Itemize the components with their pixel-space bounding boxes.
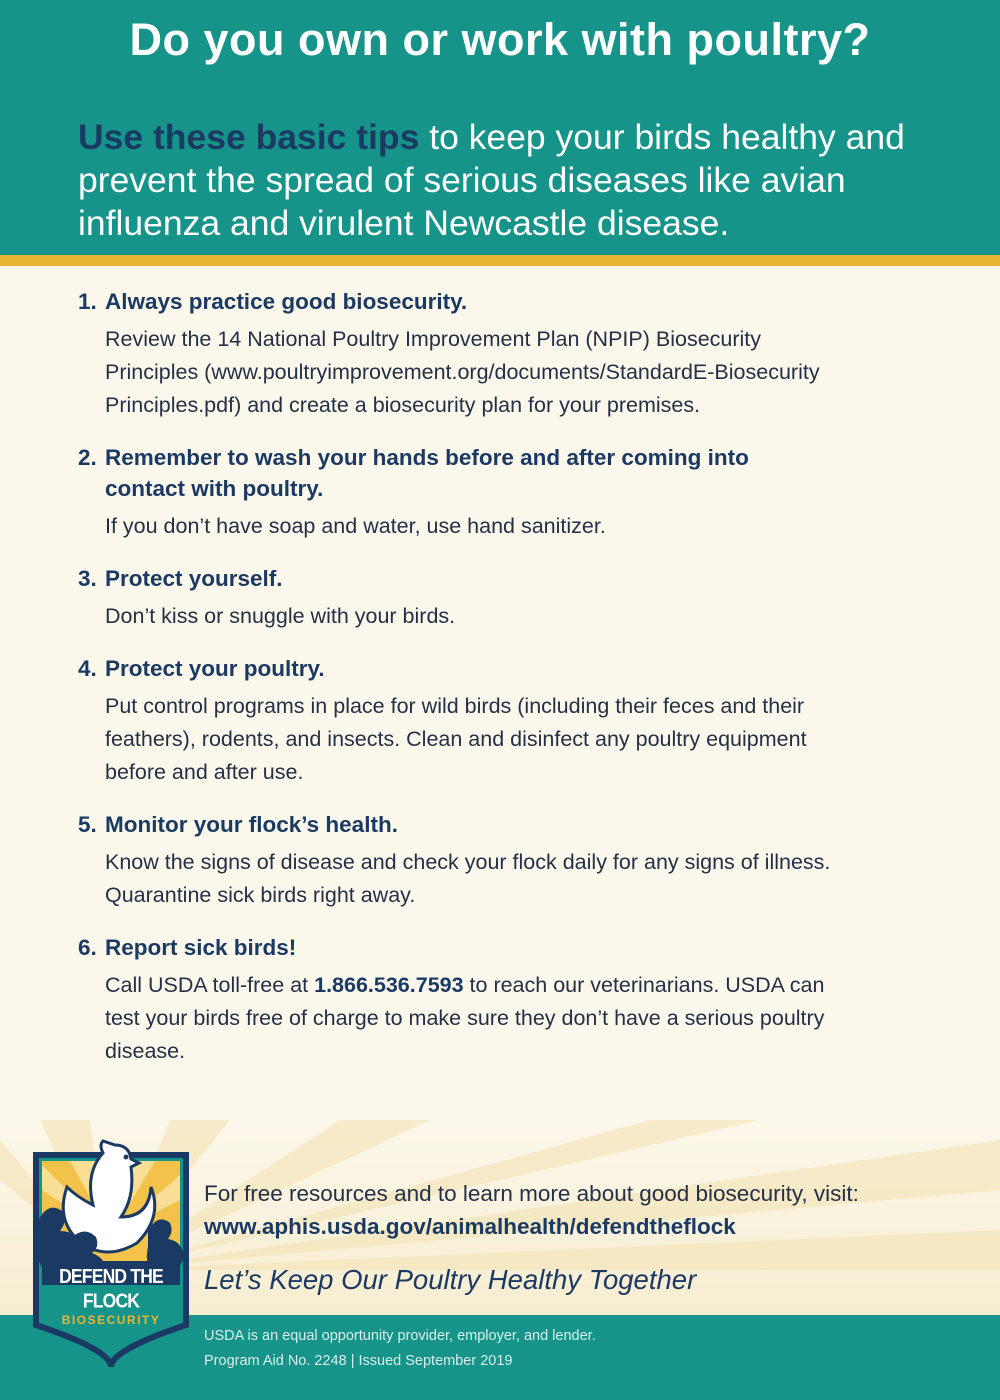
tip-body-pre: Call USDA toll-free at	[105, 973, 315, 997]
tip-body	[105, 969, 825, 1068]
tip-title: Monitor your flock’s health.	[105, 812, 398, 837]
legal-text	[204, 1324, 596, 1374]
tips-list	[78, 286, 878, 1088]
tip-item	[78, 932, 878, 1068]
badge-subtitle: BIOSECURITY	[61, 1313, 161, 1327]
slogan: Let’s Keep Our Poultry Healthy Together	[204, 1264, 697, 1295]
legal-line-2: Program Aid No. 2248 | Issued September 2019	[204, 1353, 513, 1369]
tip-title: Always practice good biosecurity.	[105, 289, 468, 314]
defend-the-flock-link[interactable]: www.aphis.usda.gov/animalhealth/defendtheflock	[204, 1214, 736, 1239]
tip-item	[78, 442, 878, 543]
tip-item	[78, 286, 878, 422]
legal-line-1: USDA is an equal opportunity provider, employer, and lender.	[204, 1328, 596, 1344]
tip-body-post: to reach our veterinarians. USDA can test your birds free of charge to make sure they don’t have a serious poultry disease.	[105, 973, 825, 1063]
tip-number: 4.	[78, 656, 97, 681]
tip-body: Don’t kiss or snuggle with your birds.	[105, 604, 456, 628]
tip-number: 6.	[78, 935, 97, 960]
tip-title: Remember to wash your hands before and after coming into contact with poultry.	[105, 445, 749, 501]
tip-item	[78, 809, 878, 912]
tip-title: Report sick birds!	[105, 935, 297, 960]
resources-text	[204, 1177, 964, 1243]
tip-body: Know the signs of disease and check your flock daily for any signs of illness. Quarantine sick birds right away.	[105, 850, 831, 907]
tip-body: Put control programs in place for wild birds (including their feces and their feathers), rodents, and insects. Clean and disinfect any poultry equipment before and after use.	[105, 694, 807, 784]
tip-title: Protect yourself.	[105, 566, 283, 591]
tip-body: If you don’t have soap and water, use hand sanitizer.	[105, 514, 606, 538]
resources-lead: For free resources and to learn more about good biosecurity, visit:	[204, 1181, 859, 1206]
defend-the-flock-badge-icon	[30, 1135, 192, 1367]
tip-number: 1.	[78, 289, 97, 314]
intro-strong: Use these basic tips	[78, 117, 420, 157]
badge-title: DEFEND THE FLOCK	[59, 1264, 163, 1312]
tip-number: 2.	[78, 445, 97, 470]
tip-title: Protect your poultry.	[105, 656, 325, 681]
tip-number: 5.	[78, 812, 97, 837]
tip-item	[78, 563, 878, 633]
gold-divider	[0, 255, 1000, 266]
page-title: Do you own or work with poultry?	[129, 14, 871, 65]
intro-rest: to keep your birds healthy and prevent the spread of serious diseases like avian influenza and virulent Newcastle disease.	[78, 117, 905, 243]
tip-item	[78, 653, 878, 789]
tip-number: 3.	[78, 566, 97, 591]
tip-body: Review the 14 National Poultry Improvement Plan (NPIP) Biosecurity Principles (www.poultryimprovement.org/documents/StandardE-Biosecurity Principles.pdf) and create a biosecurity plan for your premises.	[105, 327, 820, 417]
phone-number: 1.866.536.7593	[314, 973, 464, 997]
intro-text	[78, 116, 978, 245]
